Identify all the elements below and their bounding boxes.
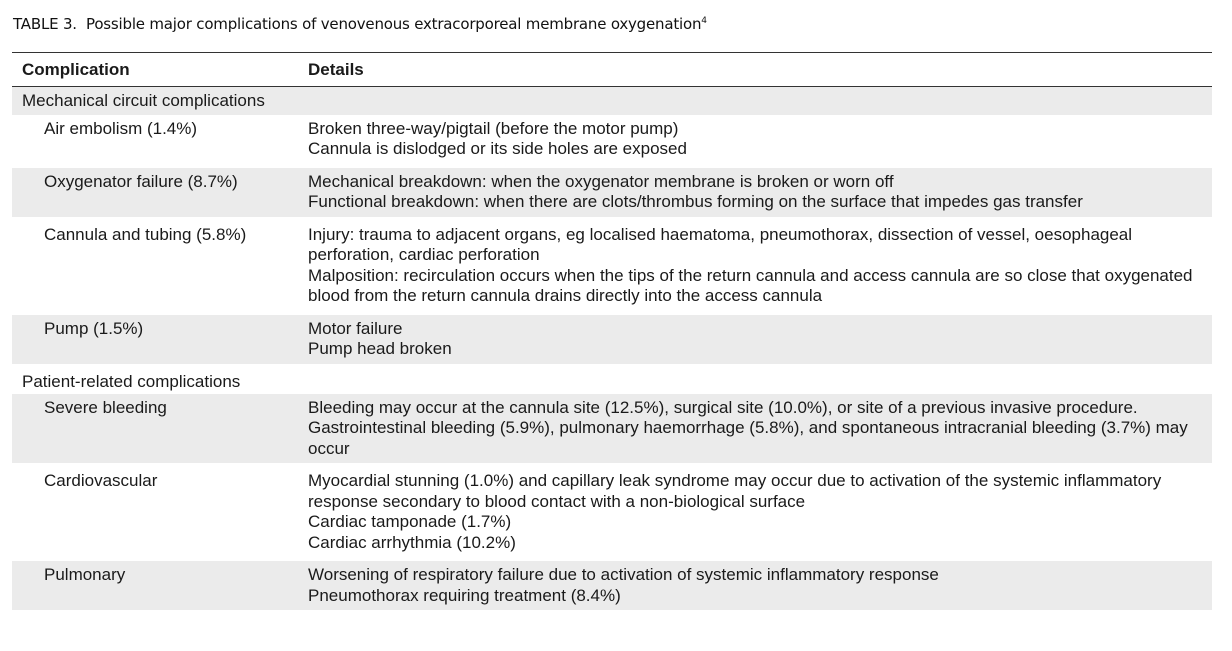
header-details: Details bbox=[308, 53, 1212, 87]
detail-line: Worsening of respiratory failure due to activation of systemic inflammatory response bbox=[308, 565, 939, 584]
detail-line: Motor failure bbox=[308, 318, 403, 338]
table-row bbox=[12, 394, 1212, 466]
detail-line: Broken three-way/pigtail (before the motor pump) bbox=[308, 118, 679, 138]
detail-line: Pneumothorax requiring treatment (8.4%) bbox=[308, 585, 621, 605]
section-title: Patient-related complications bbox=[22, 371, 241, 391]
detail-line: Cardiac arrhythmia (10.2%) bbox=[308, 532, 516, 552]
details-cell bbox=[308, 115, 1212, 166]
table-caption bbox=[13, 15, 707, 33]
detail-line: Pump head broken bbox=[308, 339, 452, 358]
caption-reference: 4 bbox=[701, 16, 707, 26]
detail-line: Functional breakdown: when there are clots/thrombus forming on the surface that impedes gas transfer bbox=[308, 192, 1083, 211]
detail-line: Cannula is dislodged or its side holes are exposed bbox=[308, 139, 687, 158]
complication-cell: Air embolism (1.4%) bbox=[12, 115, 308, 166]
detail-line: Mechanical breakdown: when the oxygenator membrane is broken or worn off bbox=[308, 171, 894, 191]
detail-line: Injury: trauma to adjacent organs, eg localised haematoma, pneumothorax, dissection of vessel, oesophageal perforation, cardiac perforation bbox=[308, 224, 1133, 264]
details-cell bbox=[308, 559, 1212, 612]
details-cell bbox=[308, 219, 1212, 313]
details-cell bbox=[308, 394, 1212, 466]
complication-cell: Oxygenator failure (8.7%) bbox=[12, 166, 308, 219]
table-row bbox=[12, 559, 1212, 612]
table-row bbox=[12, 313, 1212, 366]
section-row-patient bbox=[12, 366, 1212, 394]
complication-cell: Pump (1.5%) bbox=[12, 313, 308, 366]
details-cell bbox=[308, 313, 1212, 366]
detail-line: Gastrointestinal bleeding (5.9%), pulmonary haemorrhage (5.8%), and spontaneous intracranial bleeding (3.7%) may occur bbox=[308, 418, 1188, 458]
table-row bbox=[12, 166, 1212, 219]
section-title: Mechanical circuit complications bbox=[12, 87, 1212, 115]
section-row-mechanical bbox=[12, 87, 1212, 115]
complication-cell: Pulmonary bbox=[12, 559, 308, 612]
complication-cell: Cannula and tubing (5.8%) bbox=[12, 219, 308, 313]
complication-cell: Cardiovascular bbox=[12, 465, 308, 559]
complication-cell: Severe bleeding bbox=[12, 394, 308, 466]
detail-line: Myocardial stunning (1.0%) and capillary leak syndrome may occur due to activation of the systemic inflammatory response secondary to blood contact with a non-biological surface bbox=[308, 471, 1162, 511]
table-row bbox=[12, 115, 1212, 166]
table-header-row bbox=[12, 53, 1212, 87]
complications-table bbox=[12, 52, 1212, 614]
detail-line: Bleeding may occur at the cannula site (12.5%), surgical site (10.0%), or site of a previous invasive procedure. bbox=[308, 397, 1138, 417]
complications-table-wrapper bbox=[12, 52, 1212, 614]
table-row bbox=[12, 219, 1212, 313]
table-row bbox=[12, 465, 1212, 559]
details-cell bbox=[308, 465, 1212, 559]
detail-line: Malposition: recirculation occurs when the tips of the return cannula and access cannula are so close that oxygenated blood from the return cannula drains directly into the access cannula bbox=[308, 265, 1193, 305]
detail-line: Cardiac tamponade (1.7%) bbox=[308, 512, 512, 531]
details-cell bbox=[308, 166, 1212, 219]
caption-label: TABLE 3. bbox=[13, 15, 77, 33]
caption-title: Possible major complications of venovenous extracorporeal membrane oxygenation bbox=[86, 15, 702, 33]
header-complication: Complication bbox=[12, 53, 308, 87]
